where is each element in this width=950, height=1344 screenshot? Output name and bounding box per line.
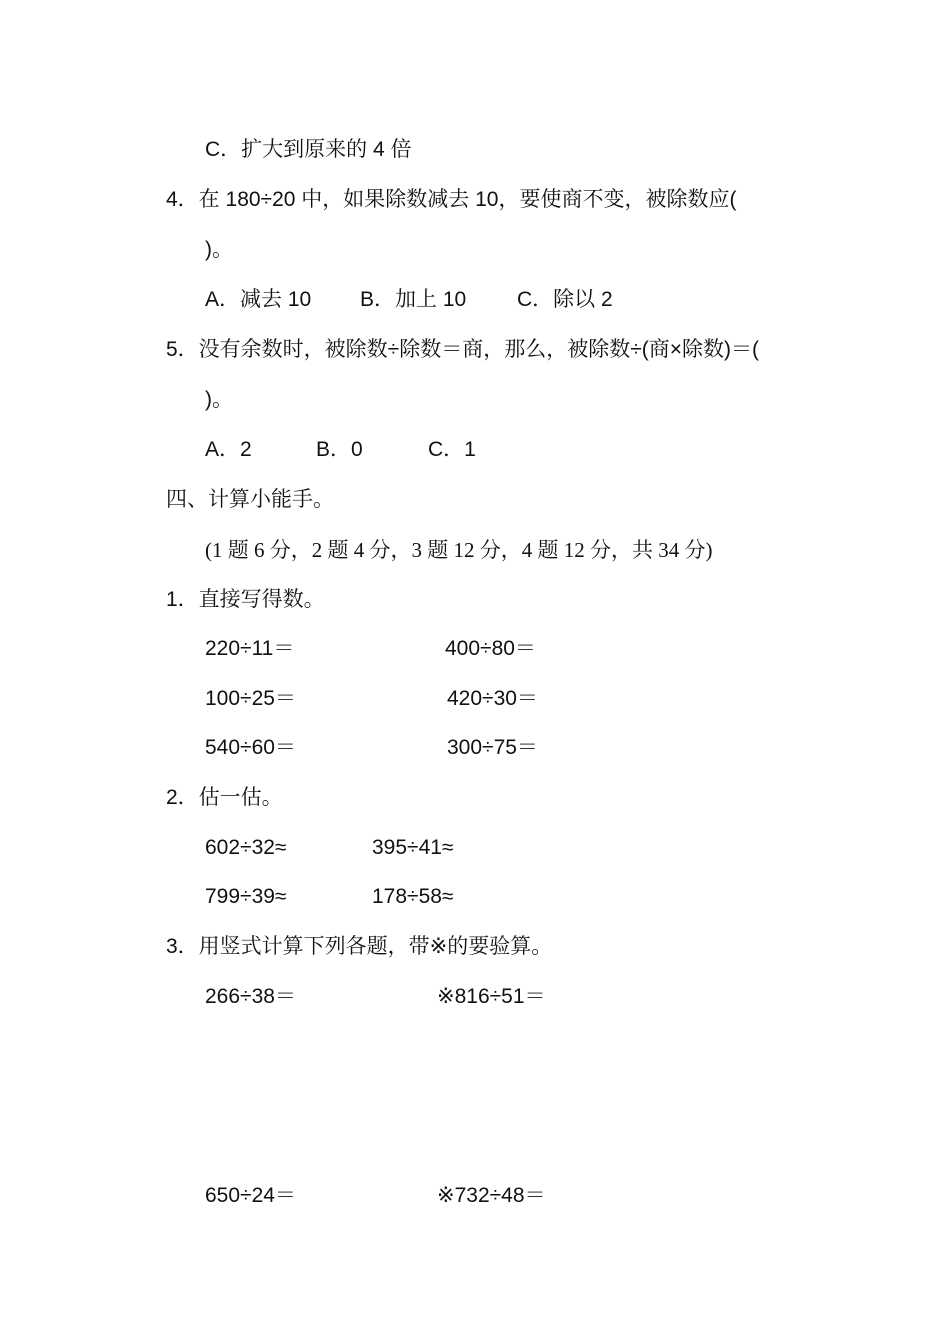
q5-option-b: B．0 bbox=[316, 438, 363, 461]
p2-item: 178÷58≈ bbox=[372, 885, 454, 908]
p1-item: 400÷80＝ bbox=[445, 637, 536, 660]
p3-item: 266÷38＝ bbox=[205, 985, 296, 1008]
q4-option-b: B．加上 10 bbox=[360, 288, 467, 311]
p1-item: 540÷60＝ bbox=[205, 736, 296, 759]
p3-item: ※816÷51＝ bbox=[437, 985, 546, 1008]
p1-item: 220÷11＝ bbox=[205, 637, 295, 660]
p2-item: 395÷41≈ bbox=[372, 836, 454, 859]
p3-item: 650÷24＝ bbox=[205, 1184, 296, 1207]
p1-title: 1．直接写得数。 bbox=[166, 588, 325, 611]
p1-item: 420÷30＝ bbox=[447, 687, 538, 710]
p2-title: 2．估一估。 bbox=[166, 786, 283, 809]
p3-title: 3．用竖式计算下列各题，带※的要验算。 bbox=[166, 935, 553, 958]
q5-option-a: A．2 bbox=[205, 438, 252, 461]
section-title: 四、计算小能手。 bbox=[166, 488, 334, 511]
q3-option-c: C．扩大到原来的 4 倍 bbox=[205, 138, 412, 161]
q4-stem: 4．在 180÷20 中，如果除数减去 10，要使商不变，被除数应( bbox=[166, 188, 737, 211]
p2-item: 799÷39≈ bbox=[205, 885, 287, 908]
q5-stem: 5．没有余数时，被除数÷除数＝商，那么，被除数÷(商×除数)＝( bbox=[166, 338, 759, 361]
q4-option-c: C．除以 2 bbox=[517, 288, 613, 311]
p1-item: 300÷75＝ bbox=[447, 736, 538, 759]
p3-item: ※732÷48＝ bbox=[437, 1184, 546, 1207]
q4-option-a: A．减去 10 bbox=[205, 288, 312, 311]
section-points: (1 题 6 分，2 题 4 分，3 题 12 分，4 题 12 分，共 34 分) bbox=[205, 538, 713, 562]
p2-item: 602÷32≈ bbox=[205, 836, 287, 859]
q5-option-c: C．1 bbox=[428, 438, 476, 461]
p1-item: 100÷25＝ bbox=[205, 687, 296, 710]
q5-stem-end: )。 bbox=[205, 388, 233, 411]
q4-stem-end: )。 bbox=[205, 238, 233, 261]
